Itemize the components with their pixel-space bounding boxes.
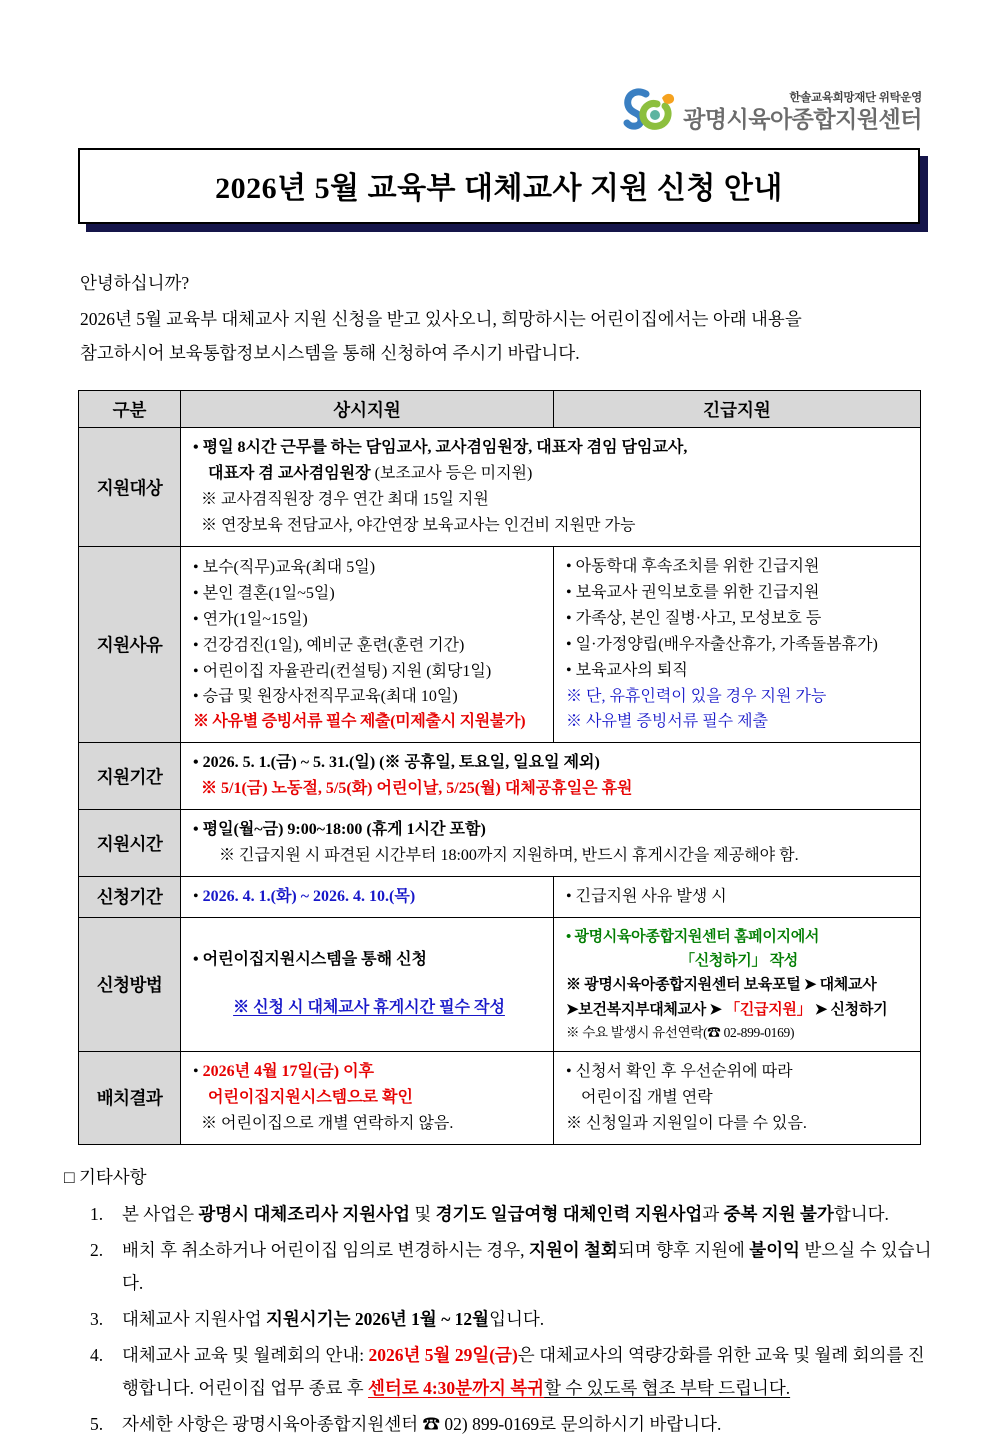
result-regular-line-2: 어린이집지원시스템으로 확인: [208, 1088, 413, 1106]
target-line-1: • 평일 8시간 근무를 하는 담임교사, 교사겸임원장, 대표자 겸임 담임교사,: [193, 435, 912, 461]
result-regular-note: ※ 어린이집으로 개별 연락하지 않음.: [201, 1114, 454, 1132]
apply-period-regular: • 2026. 4. 1.(화) ~ 2026. 4. 10.(목): [193, 884, 545, 910]
reason-regular-note: ※ 사유별 증빙서류 필수 제출(미제출시 지원불가): [193, 713, 526, 731]
cell-result-urgent: [554, 1051, 921, 1144]
result-urgent-line-2: 어린이집 개별 연락: [581, 1088, 713, 1106]
hours-line-1: • 평일(월~금) 9:00~18:00 (휴게 1시간 포함): [193, 817, 912, 843]
reason-urgent-note-1: ※ 단, 유휴인력이 있을 경우 지원 가능: [566, 687, 827, 705]
support-table: [78, 390, 921, 1144]
list-item: • 일·가정양립(배우자출산휴가, 가족돌봄휴가): [566, 632, 912, 658]
item-text: 본 사업은 광명시 대체조리사 지원사업 및 경기도 일급여형 대체인력 지원사업과 중복 지원 불가합니다.: [122, 1204, 889, 1225]
row-apply-period: [79, 876, 921, 917]
method-regular-line-1: • 어린이집지원시스템을 통해 신청: [193, 947, 545, 973]
row-support-target: [79, 428, 921, 547]
header-logo-row: [0, 0, 992, 132]
label-apply-method: 신청방법: [79, 917, 181, 1051]
method-regular-note: ※ 신청 시 대체교사 휴게시간 필수 작성: [233, 999, 505, 1017]
item-number: 2.: [90, 1239, 104, 1260]
apply-period-urgent: • 긴급지원 사유 발생 시: [566, 884, 912, 910]
cell-apply-method-regular: [181, 917, 554, 1051]
logo-text: [683, 92, 922, 132]
cell-reason-urgent: [554, 547, 921, 743]
label-support-period: 지원기간: [79, 743, 181, 810]
result-urgent-note: ※ 신청일과 지원일이 다를 수 있음.: [566, 1114, 807, 1132]
intro-line-2: 참고하시어 보육통합정보시스템을 통해 신청하여 주시기 바랍니다.: [80, 343, 580, 364]
center-logo-icon: [621, 84, 677, 132]
item-number: 1.: [90, 1204, 104, 1225]
cell-support-hours: [181, 810, 921, 877]
item-number: 4.: [90, 1344, 104, 1365]
center-logo: [621, 84, 922, 132]
result-urgent-line-1: • 신청서 확인 후 우선순위에 따라: [566, 1059, 912, 1085]
logo-subtitle: 한솔교육희망재단 위탁운영: [789, 92, 922, 105]
label-support-reason: 지원사유: [79, 547, 181, 743]
row-placement-result: [79, 1051, 921, 1144]
cell-reason-regular: [181, 547, 554, 743]
etc-section: [64, 1161, 932, 1441]
item-text: 대체교사 교육 및 월례회의 안내: 2026년 5월 29일(금)은 대체교사의 역량강화를 위한 교육 및 월례 회의를 진행합니다. 어린이집 업무 종료 후 센터로 4:30분까지 복귀할 수 있도록 협조 부탁 드립니다.: [122, 1344, 925, 1399]
reason-regular-list: [193, 555, 545, 710]
cell-support-target: [181, 428, 921, 547]
cell-apply-method-urgent: [554, 917, 921, 1051]
item-number: 5.: [90, 1413, 104, 1434]
hours-note: ※ 긴급지원 시 파견된 시간부터 18:00까지 지원하며, 반드시 휴게시간을 제공해야 함.: [219, 847, 799, 865]
cell-apply-period-urgent: [554, 876, 921, 917]
intro-line-1: 2026년 5월 교육부 대체교사 지원 신청을 받고 있사오니, 희망하시는 어린이집에서는 아래 내용을: [80, 309, 802, 330]
intro-paragraph: [80, 266, 922, 370]
list-item: • 승급 및 원장사전직무교육(최대 10일): [193, 684, 545, 710]
target-line-2: 대표자 겸 교사겸임원장 (보조교사 등은 미지원): [208, 465, 533, 483]
list-item: • 아동학대 후속조치를 위한 긴급지원: [566, 554, 912, 580]
cell-result-regular: [181, 1051, 554, 1144]
logo-org-name: 광명시육아종합지원센터: [683, 105, 922, 132]
list-item: • 보수(직무)교육(최대 5일): [193, 555, 545, 581]
header-category: 구분: [79, 391, 181, 428]
target-note-2: ※ 연장보육 전담교사, 야간연장 보육교사는 인건비 지원만 가능: [201, 517, 636, 535]
target-note-1: ※ 교사겸직원장 경우 연간 최대 15일 지원: [201, 491, 489, 509]
method-urgent-line-2: 「신청하기」 작성: [680, 953, 798, 970]
etc-item-1: [64, 1198, 932, 1232]
list-item: • 보육교사의 퇴직: [566, 658, 912, 684]
item-text: 대체교사 지원사업 지원시기는 2026년 1월 ~ 12월입니다.: [122, 1309, 545, 1330]
item-number: 3.: [90, 1309, 104, 1330]
title-banner: [78, 148, 920, 224]
row-support-reason: [79, 547, 921, 743]
list-item: • 연가(1일~15일): [193, 607, 545, 633]
list-item: • 건강검진(1일), 예비군 훈련(훈련 기간): [193, 633, 545, 659]
cell-support-period: [181, 743, 921, 810]
method-urgent-line-4: ➤보건복지부대체교사 ➤ 「긴급지원」 ➤ 신청하기: [566, 1001, 888, 1018]
etc-item-5: [64, 1408, 932, 1441]
intro-greeting: 안녕하십니까?: [80, 273, 190, 293]
item-text: 자세한 사항은 광명시육아종합지원센터 ☎ 02) 899-0169로 문의하시기 바랍니다.: [122, 1413, 722, 1434]
reason-urgent-note-2: ※ 사유별 증빙서류 필수 제출: [566, 713, 769, 731]
row-support-period: [79, 743, 921, 810]
page-title: 2026년 5월 교육부 대체교사 지원 신청 안내: [215, 172, 783, 205]
header-regular-support: 상시지원: [181, 391, 554, 428]
header-urgent-support: 긴급지원: [554, 391, 921, 428]
label-support-target: 지원대상: [79, 428, 181, 547]
result-regular-line-1: • 2026년 4월 17일(금) 이후: [193, 1059, 545, 1085]
row-apply-method: [79, 917, 921, 1051]
period-line-1: • 2026. 5. 1.(금) ~ 5. 31.(일) (※ 공휴일, 토요일, 일요일 제외): [193, 750, 912, 776]
method-urgent-line-1: • 광명시육아종합지원센터 홈페이지에서: [566, 925, 912, 949]
method-urgent-line-3: ※ 광명시육아종합지원센터 보육포털 ➤ 대체교사: [566, 977, 877, 994]
list-item: • 보육교사 권익보호를 위한 긴급지원: [566, 580, 912, 606]
method-urgent-phone: ※ 수요 발생시 유선연락(☎ 02-899-0169): [566, 1025, 795, 1041]
cell-apply-period-regular: [181, 876, 554, 917]
reason-urgent-list: [566, 554, 912, 684]
etc-item-4: [64, 1339, 932, 1406]
list-item: • 가족상, 본인 질병·사고, 모성보호 등: [566, 606, 912, 632]
period-note: ※ 5/1(금) 노동절, 5/5(화) 어린이날, 5/25(월) 대체공휴일은 휴원: [201, 780, 633, 798]
label-placement-result: 배치결과: [79, 1051, 181, 1144]
row-support-hours: [79, 810, 921, 877]
etc-item-2: [64, 1234, 932, 1301]
etc-item-3: [64, 1303, 932, 1337]
etc-heading: □ 기타사항: [64, 1166, 147, 1187]
label-support-hours: 지원시간: [79, 810, 181, 877]
list-item: • 본인 결혼(1일~5일): [193, 581, 545, 607]
table-header-row: [79, 391, 921, 428]
label-apply-period: 신청기간: [79, 876, 181, 917]
list-item: • 어린이집 자율관리(컨설팅) 지원 (회당1일): [193, 659, 545, 685]
item-text: 배치 후 취소하거나 어린이집 임의로 변경하시는 경우, 지원이 철회되며 향후 지원에 불이익 받으실 수 있습니다.: [122, 1239, 932, 1294]
